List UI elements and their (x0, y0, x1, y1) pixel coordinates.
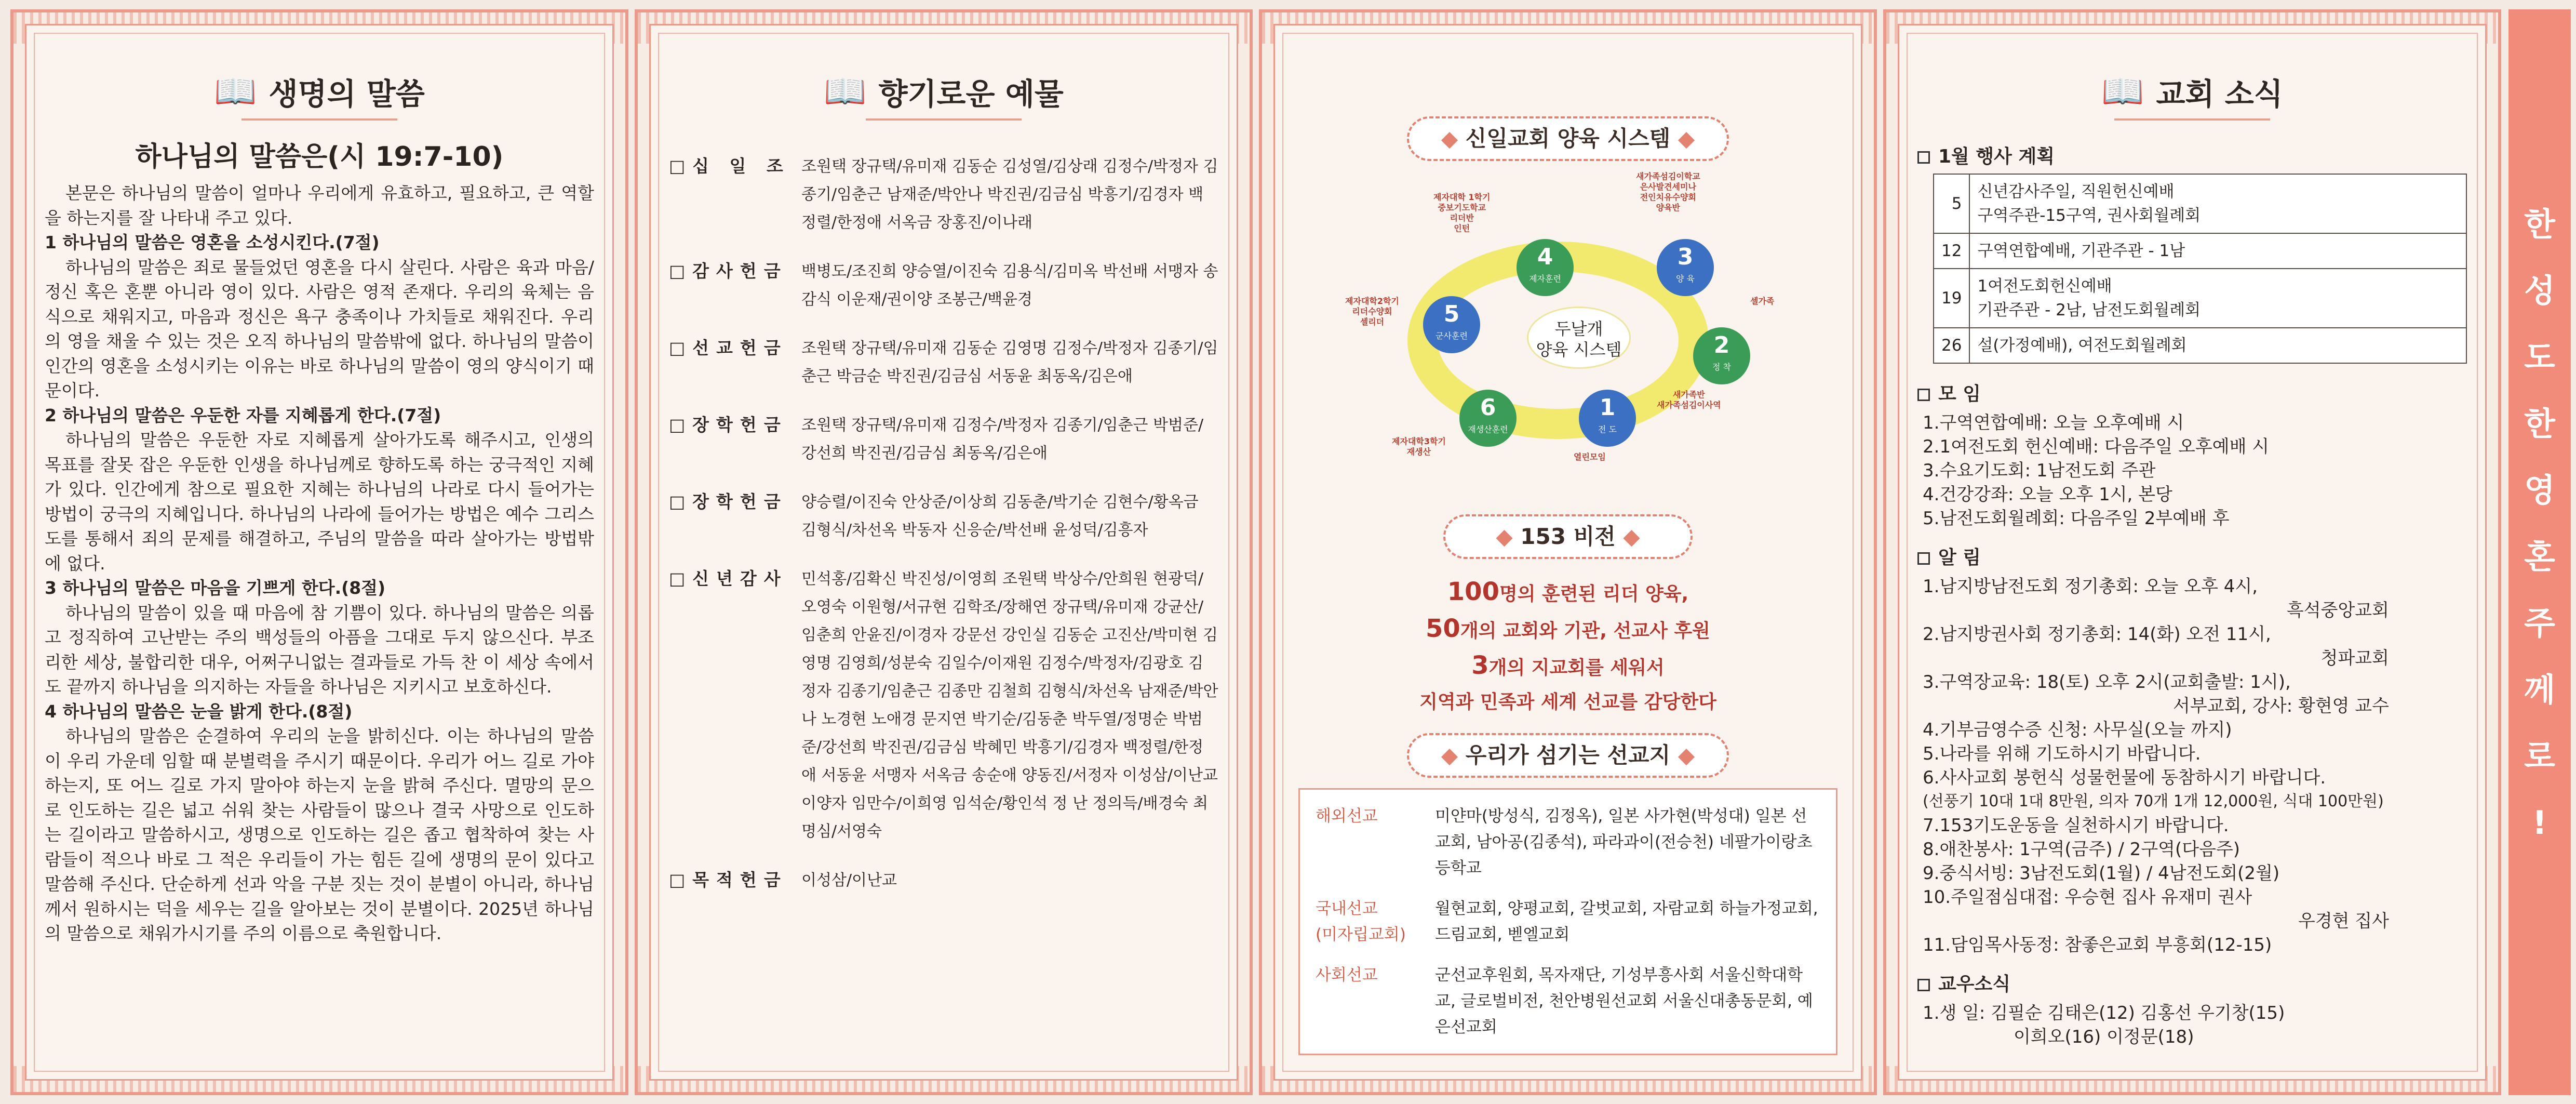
section-pill-missions: ◆ 우리가 섬기는 선교지 ◆ (1407, 733, 1729, 778)
section-pill-vision: ◆ 153 비전 ◆ (1443, 514, 1693, 559)
list-item: 10.주일점심대접: 우승현 집사 유재미 권사 (1923, 887, 2252, 908)
offering-label: □십 일 조 (669, 156, 790, 176)
list-item: 5.나라를 위해 기도하시기 바랍니다. (1923, 743, 2201, 764)
panel-church-vision (1259, 9, 1877, 1095)
node-evangelism: 1 전 도 (1579, 390, 1636, 447)
table-row: 12 구역연합예배, 기관주관 - 1남 (1934, 233, 2466, 269)
sermon-point-body: 하나님의 말씀은 우둔한 자로 지혜롭게 살아가도록 해주시고, 인생의 목표를 잘못 잡은 우둔한 인생을 하나님께로 향하도록 하는 궁극적인 지혜가 있다. 인간에게 참으로 필요한 지혜는 하나님의 나라로 다시 들어가는 방법이 궁극의 지혜입니다. 하나님의 나라에 들어가는 방법은 예수 그리스도를 통해서 죄의 문제를 해결하고, 주님의 말씀을 따라 살아가는 방법밖에 없다. (45, 430, 594, 574)
section-heading-events: 1월 행사 계획 (1917, 142, 2467, 168)
motto-char: 혼 (2524, 538, 2555, 576)
sermon-point-heading: 2 하나님의 말씀은 우둔한 자를 지혜롭게 한다.(7절) (45, 405, 441, 425)
meetings-list (1917, 411, 2467, 530)
list-item: 5.남전도회월례회: 다음주일 2부예배 후 (1923, 508, 2230, 529)
list-item: 3.구역장교육: 18(토) 오후 2시(교회출발: 1시), (1923, 672, 2291, 693)
node-label: 제자대학2학기 리더수양회 셀리더 (1345, 296, 1399, 327)
sermon-title: 하나님의 말씀은(시 19:7-10) (135, 141, 504, 172)
motto-char: 한 (2524, 405, 2555, 443)
motto-char: 로 (2524, 737, 2555, 775)
offering-row (669, 411, 1218, 468)
offering-row (669, 258, 1218, 314)
node-discipleship: 4 제자훈련 (1517, 239, 1574, 296)
table-row: 26 설(가정예배), 여전도회월례회 (1934, 328, 2466, 363)
node-label: 제자대학 1학기 중보기도학교 리더반 인턴 (1433, 192, 1491, 233)
list-item: 9.중식서빙: 3남전도회(1월) / 4남전도회(2월) (1923, 863, 2280, 884)
section-heading-meetings: 모 임 (1917, 379, 2467, 406)
table-row: 19 1여전도회헌신예배 기관주관 - 2남, 남전도회월례회 (1934, 269, 2466, 328)
news-content (1917, 135, 2467, 1056)
node-label: 제자대학3학기 재생산 (1392, 436, 1446, 457)
table-row: 5 신년감사주일, 직원헌신예배 구역주관-15구역, 권사회월례회 (1934, 174, 2466, 233)
bible-cross-icon: 📖 (824, 71, 867, 111)
list-item: 8.애찬봉사: 1구역(금주) / 2구역(다음주) (1923, 839, 2240, 860)
offering-row (669, 867, 1218, 895)
offering-label: □선교헌금 (669, 338, 788, 358)
list-item: 1.생 일: 김필순 김태은(12) 김홍선 우기창(15) (1923, 1003, 2285, 1023)
vision-statement: 100명의 훈련된 리더 양육, 50개의 교회와 기관, 선교사 후원 3개의 지교회를 세워서 지역과 민족과 세계 선교를 감당한다 (1419, 577, 1716, 713)
offering-row (669, 153, 1218, 237)
list-item: 11.담임목사동정: 참좋은교회 부흥회(12-15) (1923, 935, 2272, 955)
node-reproduction: 6 재생산훈련 (1459, 390, 1517, 447)
offering-names: 조원택 장규택/유미재 김동순 김성열/김상래 김정수/박정자 김종기/임춘근 남재준/박안나 박진권/김금심 박흥기/김경자 백정렬/한정애 서옥금 장홍진/이나래 (801, 157, 1218, 232)
sermon-point-body: 하나님의 말씀은 순결하여 우리의 눈을 밝히신다. 이는 하나님의 말씀이 우리 가운데 임할 때 분별력을 주시기 때문이다. 우리가 어느 길로 가야 하는지, 또 어느 길로 가지 말아야 하는지 눈을 밝혀 주신다. 멸망의 문으로 인도하는 길은 넓고 쉬워 찾는 사람들이 많으나 결국 사망으로 인도하는 길이라고 말씀하시고, 생명으로 인도하는 길은 좁고 협착하여 찾는 사람들이 적으나 바로 그 적은 우리들이 가는 힘든 길에 생명의 문이 있다고 말씀해 주신다. 단순하게 선과 악을 구분 짓는 것이 분별이 아니라, 하나님께서 원하시는 덕을 세우는 길을 알아보는 것이 분별이다. 2025년 하나님의 말씀으로 채워가시기를 주의 이름으로 축원합니다. (45, 726, 594, 943)
motto-char: 도 (2524, 338, 2555, 376)
panel-header (14, 70, 625, 121)
vision-content (1293, 116, 1843, 1056)
motto-char: 영 (2524, 471, 2555, 509)
list-item: 3.수요기도회: 1남전도회 주관 (1923, 460, 2156, 481)
offering-label: □목적헌금 (669, 870, 788, 890)
list-item: 1.구역연합예배: 오늘 오후예배 시 (1923, 413, 2184, 433)
offering-label: □장학헌금 (669, 415, 788, 435)
list-item: 4.건강강좌: 오늘 오후 1시, 본당 (1923, 484, 2172, 505)
offering-names: 백병도/조진희 양승열/이진숙 김용식/김미옥 박선배 서맹자 송감식 이운재/권이양 조봉근/백윤경 (801, 262, 1218, 309)
bible-cross-icon: 📖 (214, 71, 257, 111)
list-item: 흑석중앙교회 (2286, 600, 2389, 621)
offering-names: 조원택 장규택/유미재 김정수/박정자 김종기/임춘근 박범준/강선희 박진권/김금심 최동옥/김은애 (801, 416, 1204, 462)
offering-label: □신년감사 (669, 568, 788, 589)
panel-church-news (1883, 9, 2501, 1095)
sermon-body (45, 135, 594, 1056)
motto-sidebar (2508, 9, 2571, 1095)
offering-names: 양승렬/이진숙 안상준/이상희 김동춘/박기순 김현수/황옥금 김형식/차선옥 박동자 신응순/박선배 윤성덕/김흥자 (801, 493, 1199, 539)
list-item: 서부교회, 강사: 황현영 교수 (2173, 696, 2389, 716)
list-item: 6.사사교회 봉헌식 성물헌물에 동참하시기 바랍니다. (1923, 767, 2326, 788)
panel-title: 교회 소식 (2156, 76, 2283, 112)
sermon-point-body: 하나님의 말씀이 있을 때 마음에 참 기쁨이 있다. 하나님의 말씀은 의롭고 정직하여 고난받는 주의 백성들의 아픔을 그대로 두지 않으신다. 부조리한 세상, 불합리한 대우, 어쩌구니없는 결과들로 가득 찬 이 세상 속에서도 끝까지 하나님을 의지하는 자들을 하나님은 지키시고 보호하신다. (45, 602, 594, 697)
node-label: 새가족섬김이학교 은사발견세미나 전인치유수양회 양육반 (1636, 171, 1700, 212)
section-heading-notices: 알 림 (1917, 543, 2467, 569)
offering-names: 민석홍/김확신 박진성/이영희 조원택 박상수/안희원 현광덕/오영숙 이원형/서규현 김학조/장해연 장규택/유미재 강균산/임춘희 안윤진/이경자 강문선 강인실 김동순 고진산/박미현 김영명 김영희/성분숙 김일수/이재원 김정수/박정자/김광호 김정자 김종기/임춘근 김종만 김철희 김형식/차선옥 남재준/박안나 노경현 노애경 문지연 박기순/김동춘 박두열/정명순 박범준/강선희 박진권/김금심 박혜민 박흥기/김경자 백정렬/한정애 서동윤 서맹자 서옥금 송순애 양동진/서정자 이성삼/이난교 이양자 임만수/이희영 임석순/황인석 정 난 정의득/배경숙 최명심/서영숙 (801, 570, 1218, 841)
panel-title: 향기로운 예물 (878, 76, 1064, 112)
list-item: 우경현 집사 (2298, 911, 2389, 932)
node-label: 새가족반 새가족섬김이사역 (1657, 390, 1721, 410)
sermon-point-heading: 3 하나님의 말씀은 마음을 기쁘게 한다.(8절) (45, 578, 386, 598)
node-settlement: 2 정 착 (1693, 327, 1750, 384)
list-item: (선풍기 10대 1대 8만원, 의자 70개 1개 12,000원, 식대 100만원) (1923, 792, 2384, 810)
offering-names: 이성삼/이난교 (801, 871, 897, 889)
list-item: 4.기부금영수증 신청: 사무실(오늘 까지) (1923, 720, 2232, 740)
offering-row (669, 335, 1218, 391)
sermon-point-heading: 1 하나님의 말씀은 영혼을 소성시킨다.(7절) (45, 232, 380, 252)
panel-header (638, 70, 1250, 121)
motto-char: 주 (2524, 604, 2555, 642)
node-label: 열린모임 (1574, 452, 1606, 462)
offering-list (669, 153, 1218, 1056)
mission-row: 해외선교 미얀마(방성식, 김정옥), 일본 사가현(박성대) 일본 선교회, 남아공(김종석), 파라과이(전승천) 네팔가이랑초등학교 (1316, 807, 1813, 877)
motto-char: 한 (2524, 205, 2555, 243)
list-item: 2.1여전도회 헌신예배: 다음주일 오후예배 시 (1923, 436, 2270, 457)
offering-label: □감사헌금 (669, 261, 788, 281)
notices-list (1917, 575, 2467, 957)
motto-char: 성 (2524, 272, 2555, 310)
list-item: 청파교회 (2320, 648, 2389, 669)
list-item: 1.남지방남전도회 정기총회: 오늘 오후 4시, (1923, 576, 2258, 597)
node-soldier-training: 5 군사훈련 (1423, 296, 1480, 353)
offering-row (669, 565, 1218, 846)
sermon-point-body: 하나님의 말씀은 죄로 물들었던 영혼을 다시 살린다. 사람은 육과 마음/정신 혹은 혼뿐 아니라 영이 있다. 사람은 영적 존재다. 우리의 육체는 음식으로 채워지고, 마음과 정신은 욕구 충족이나 가치들로 채워진다. 우리의 영을 채울 수 있는 것은 오직 하나님의 말씀밖에 없다. 하나님의 말씀이 인간의 영혼을 소성시키는 이유는 바로 하나님의 말씀이 영의 양식이기 때문이다. (45, 257, 594, 401)
panel-offerings (635, 9, 1253, 1095)
mission-row: 국내선교 (미자립교회) 월현교회, 양평교회, 갈벗교회, 자람교회 하늘가정교회, 드림교회, 벧엘교회 (1316, 899, 1818, 944)
offering-names: 조원택 장규택/유미재 김동순 김영명 김정수/박정자 김종기/임춘근 박금순 박진권/김금심 서동윤 최동옥/김은애 (801, 339, 1218, 385)
offering-label: □장학헌금 (669, 491, 788, 512)
events-table (1933, 174, 2467, 364)
section-pill-nurture-system: ◆ 신일교회 양육 시스템 ◆ (1407, 116, 1729, 161)
panel-header (1886, 70, 2498, 121)
section-heading-members: 교우소식 (1917, 969, 2467, 996)
list-item: 2.남지방권사회 정기총회: 14(화) 오전 11시, (1923, 624, 2271, 645)
panel-title: 생명의 말씀 (269, 76, 425, 112)
list-item: 이희오(16) 이정문(18) (2014, 1027, 2194, 1047)
list-item: 7.153기도운동을 실천하시기 바랍니다. (1923, 815, 2229, 836)
offering-row (669, 488, 1218, 544)
sermon-intro: 본문은 하나님의 말씀이 얼마나 우리에게 유효하고, 필요하고, 큰 역할을 하는지를 잘 나타내 주고 있다. (45, 183, 594, 228)
sermon-point-heading: 4 하나님의 말씀은 눈을 밝게 한다.(8절) (45, 701, 353, 722)
bible-cross-icon: 📖 (2101, 71, 2144, 111)
birthday-list (1917, 1001, 2467, 1049)
panel-word-of-life (10, 9, 628, 1095)
mission-row: 사회선교 군선교후원회, 목자재단, 기성부흥사회 서울신학대학교, 글로벌비전, 천안병원선교회 서울신대총동문회, 예은선교회 (1316, 966, 1813, 1036)
motto-char: 께 (2524, 671, 2555, 709)
node-nurture: 3 양 육 (1657, 239, 1714, 296)
motto-char: ! (2532, 804, 2547, 842)
nurture-system-diagram (1293, 171, 1843, 504)
mission-field-table (1298, 788, 1837, 1055)
node-label: 셀가족 (1750, 296, 1775, 306)
diagram-core-label: 두날개 양육 시스템 (1527, 307, 1631, 369)
motto-text (2508, 191, 2571, 856)
